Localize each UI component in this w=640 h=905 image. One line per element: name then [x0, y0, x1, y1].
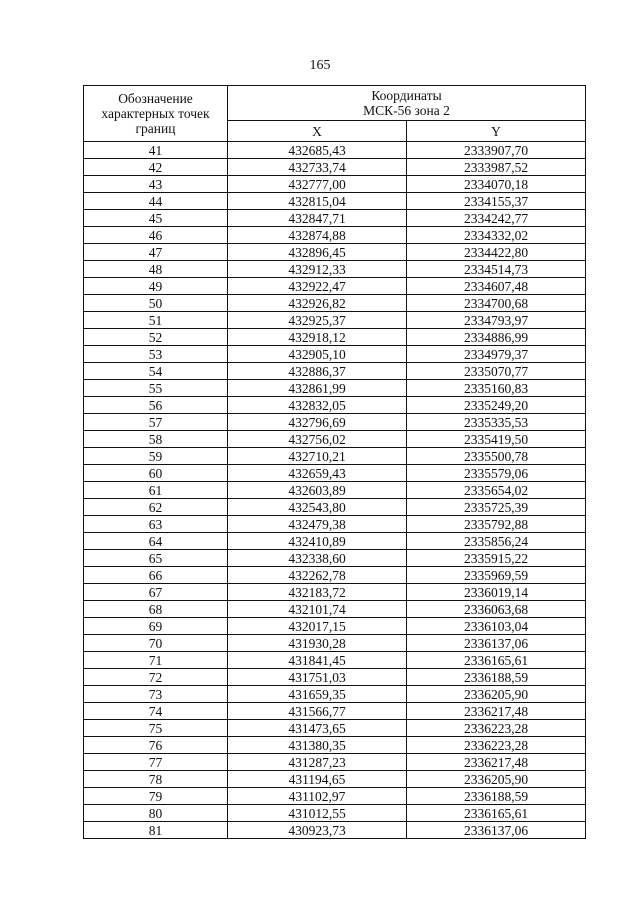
point-id-cell: 71: [84, 652, 228, 669]
point-id-cell: 60: [84, 465, 228, 482]
table-row: [84, 465, 586, 482]
x-coordinate-cell: 431841,45: [228, 652, 407, 669]
y-coordinate-cell: 2336217,48: [407, 703, 586, 720]
x-coordinate-cell: 432925,37: [228, 312, 407, 329]
x-coordinate-cell: 431380,35: [228, 737, 407, 754]
table-row: [84, 295, 586, 312]
x-coordinate-cell: 431012,55: [228, 805, 407, 822]
x-coordinate-cell: 431659,35: [228, 686, 407, 703]
point-id-cell: 59: [84, 448, 228, 465]
x-coordinate-cell: 432912,33: [228, 261, 407, 278]
y-coordinate-cell: 2334242,77: [407, 210, 586, 227]
y-coordinate-cell: 2335419,50: [407, 431, 586, 448]
table-row: [84, 567, 586, 584]
y-coordinate-cell: 2334979,37: [407, 346, 586, 363]
table-row: [84, 771, 586, 788]
x-coordinate-cell: 432338,60: [228, 550, 407, 567]
table-row: [84, 516, 586, 533]
point-id-cell: 49: [84, 278, 228, 295]
table-row: [84, 737, 586, 754]
point-id-cell: 76: [84, 737, 228, 754]
x-coordinate-cell: 431473,65: [228, 720, 407, 737]
table-row: [84, 584, 586, 601]
y-coordinate-cell: 2333907,70: [407, 142, 586, 159]
table-row: [84, 618, 586, 635]
table-row: [84, 193, 586, 210]
point-id-cell: 42: [84, 159, 228, 176]
table-row: [84, 261, 586, 278]
table-row: [84, 822, 586, 839]
y-coordinate-cell: 2336217,48: [407, 754, 586, 771]
y-coordinate-cell: 2334332,02: [407, 227, 586, 244]
y-coordinate-cell: 2334886,99: [407, 329, 586, 346]
x-coordinate-cell: 431102,97: [228, 788, 407, 805]
point-id-cell: 80: [84, 805, 228, 822]
x-coordinate-cell: 431751,03: [228, 669, 407, 686]
table-row: [84, 363, 586, 380]
point-id-cell: 74: [84, 703, 228, 720]
y-coordinate-cell: 2335070,77: [407, 363, 586, 380]
y-coordinate-cell: 2335160,83: [407, 380, 586, 397]
point-id-cell: 72: [84, 669, 228, 686]
point-designation-line-2: характерных точек: [101, 106, 210, 121]
point-id-cell: 50: [84, 295, 228, 312]
table-row: [84, 686, 586, 703]
point-designation-line-3: границ: [135, 121, 176, 136]
table-row: [84, 227, 586, 244]
x-coordinate-cell: 432874,88: [228, 227, 407, 244]
x-coordinate-cell: 432847,71: [228, 210, 407, 227]
y-coordinate-cell: 2336063,68: [407, 601, 586, 618]
point-id-cell: 78: [84, 771, 228, 788]
table-row: [84, 431, 586, 448]
y-coordinate-cell: 2336165,61: [407, 652, 586, 669]
table-row: [84, 669, 586, 686]
x-coordinate-cell: 432861,99: [228, 380, 407, 397]
point-id-cell: 47: [84, 244, 228, 261]
table-header: [84, 86, 586, 142]
table-row: [84, 414, 586, 431]
table-row: [84, 805, 586, 822]
y-coordinate-cell: 2336188,59: [407, 669, 586, 686]
table-row: [84, 499, 586, 516]
table-row: [84, 550, 586, 567]
point-id-cell: 57: [84, 414, 228, 431]
point-id-cell: 54: [84, 363, 228, 380]
x-coordinate-cell: 432262,78: [228, 567, 407, 584]
table-row: [84, 142, 586, 159]
point-id-cell: 67: [84, 584, 228, 601]
table-row: [84, 482, 586, 499]
table-row: [84, 278, 586, 295]
point-id-cell: 62: [84, 499, 228, 516]
table-row: [84, 788, 586, 805]
table-row: [84, 533, 586, 550]
x-coordinate-cell: 432905,10: [228, 346, 407, 363]
point-id-cell: 53: [84, 346, 228, 363]
table-row: [84, 448, 586, 465]
x-coordinate-cell: 432659,43: [228, 465, 407, 482]
point-id-cell: 70: [84, 635, 228, 652]
y-coordinate-cell: 2334607,48: [407, 278, 586, 295]
y-coordinate-cell: 2336137,06: [407, 635, 586, 652]
y-coordinate-cell: 2336188,59: [407, 788, 586, 805]
x-coordinate-cell: 432603,89: [228, 482, 407, 499]
y-coordinate-cell: 2334155,37: [407, 193, 586, 210]
table-row: [84, 159, 586, 176]
point-id-cell: 68: [84, 601, 228, 618]
x-coordinate-cell: 432922,47: [228, 278, 407, 295]
table-row: [84, 720, 586, 737]
y-column-header: Y: [407, 121, 586, 142]
x-coordinate-cell: 432918,12: [228, 329, 407, 346]
x-coordinate-cell: 432479,38: [228, 516, 407, 533]
x-coordinate-cell: 432410,89: [228, 533, 407, 550]
point-id-cell: 52: [84, 329, 228, 346]
y-coordinate-cell: 2335792,88: [407, 516, 586, 533]
point-id-cell: 73: [84, 686, 228, 703]
y-coordinate-cell: 2335654,02: [407, 482, 586, 499]
y-coordinate-cell: 2334514,73: [407, 261, 586, 278]
y-coordinate-cell: 2333987,52: [407, 159, 586, 176]
point-designation-header: [84, 86, 228, 142]
header-row: [84, 86, 586, 121]
y-coordinate-cell: 2336223,28: [407, 720, 586, 737]
point-id-cell: 81: [84, 822, 228, 839]
x-coordinate-cell: 431566,77: [228, 703, 407, 720]
coordinates-header: [228, 86, 586, 121]
table-row: [84, 176, 586, 193]
x-coordinate-cell: 432777,00: [228, 176, 407, 193]
x-coordinate-cell: 432815,04: [228, 193, 407, 210]
page-number: 165: [309, 58, 331, 73]
y-coordinate-cell: 2335856,24: [407, 533, 586, 550]
x-coordinate-cell: 432733,74: [228, 159, 407, 176]
y-coordinate-cell: 2336019,14: [407, 584, 586, 601]
table-row: [84, 635, 586, 652]
x-coordinate-cell: 431287,23: [228, 754, 407, 771]
point-id-cell: 45: [84, 210, 228, 227]
y-coordinate-cell: 2336205,90: [407, 771, 586, 788]
x-coordinate-cell: 432756,02: [228, 431, 407, 448]
table-row: [84, 703, 586, 720]
y-coordinate-cell: 2335725,39: [407, 499, 586, 516]
y-coordinate-cell: 2334422,80: [407, 244, 586, 261]
coordinate-system-label: МСК-56 зона 2: [363, 103, 450, 118]
y-coordinate-cell: 2336205,90: [407, 686, 586, 703]
point-id-cell: 75: [84, 720, 228, 737]
x-coordinate-cell: 432896,45: [228, 244, 407, 261]
point-id-cell: 51: [84, 312, 228, 329]
y-coordinate-cell: 2336137,06: [407, 822, 586, 839]
y-coordinate-cell: 2335335,53: [407, 414, 586, 431]
point-id-cell: 44: [84, 193, 228, 210]
x-coordinate-cell: 432017,15: [228, 618, 407, 635]
point-id-cell: 64: [84, 533, 228, 550]
table-row: [84, 380, 586, 397]
x-coordinate-cell: 432832,05: [228, 397, 407, 414]
coordinates-table: [83, 85, 586, 839]
y-coordinate-cell: 2335915,22: [407, 550, 586, 567]
point-id-cell: 61: [84, 482, 228, 499]
y-coordinate-cell: 2336165,61: [407, 805, 586, 822]
table-row: [84, 346, 586, 363]
table-row: [84, 652, 586, 669]
point-id-cell: 55: [84, 380, 228, 397]
x-coordinate-cell: 430923,73: [228, 822, 407, 839]
point-designation-line-1: Обозначение: [118, 91, 193, 106]
point-id-cell: 56: [84, 397, 228, 414]
point-id-cell: 41: [84, 142, 228, 159]
y-coordinate-cell: 2335249,20: [407, 397, 586, 414]
y-coordinate-cell: 2335579,06: [407, 465, 586, 482]
x-coordinate-cell: 432543,80: [228, 499, 407, 516]
table-row: [84, 329, 586, 346]
x-coordinate-cell: 432710,21: [228, 448, 407, 465]
point-id-cell: 79: [84, 788, 228, 805]
table-row: [84, 244, 586, 261]
x-coordinate-cell: 431194,65: [228, 771, 407, 788]
table-body: [84, 142, 586, 839]
y-coordinate-cell: 2336103,04: [407, 618, 586, 635]
table-row: [84, 312, 586, 329]
y-coordinate-cell: 2334700,68: [407, 295, 586, 312]
point-id-cell: 46: [84, 227, 228, 244]
x-coordinate-cell: 431930,28: [228, 635, 407, 652]
y-coordinate-cell: 2334070,18: [407, 176, 586, 193]
table-row: [84, 601, 586, 618]
point-id-cell: 63: [84, 516, 228, 533]
x-coordinate-cell: 432886,37: [228, 363, 407, 380]
point-id-cell: 43: [84, 176, 228, 193]
x-coordinate-cell: 432796,69: [228, 414, 407, 431]
x-coordinate-cell: 432183,72: [228, 584, 407, 601]
x-coordinate-cell: 432685,43: [228, 142, 407, 159]
table-row: [84, 397, 586, 414]
x-coordinate-cell: 432926,82: [228, 295, 407, 312]
y-coordinate-cell: 2336223,28: [407, 737, 586, 754]
y-coordinate-cell: 2335969,59: [407, 567, 586, 584]
x-column-header: X: [228, 121, 407, 142]
table-row: [84, 754, 586, 771]
table-row: [84, 210, 586, 227]
point-id-cell: 58: [84, 431, 228, 448]
y-coordinate-cell: 2334793,97: [407, 312, 586, 329]
point-id-cell: 69: [84, 618, 228, 635]
y-coordinate-cell: 2335500,78: [407, 448, 586, 465]
point-id-cell: 66: [84, 567, 228, 584]
point-id-cell: 65: [84, 550, 228, 567]
point-id-cell: 77: [84, 754, 228, 771]
point-id-cell: 48: [84, 261, 228, 278]
coordinates-title: Координаты: [371, 88, 442, 103]
x-coordinate-cell: 432101,74: [228, 601, 407, 618]
